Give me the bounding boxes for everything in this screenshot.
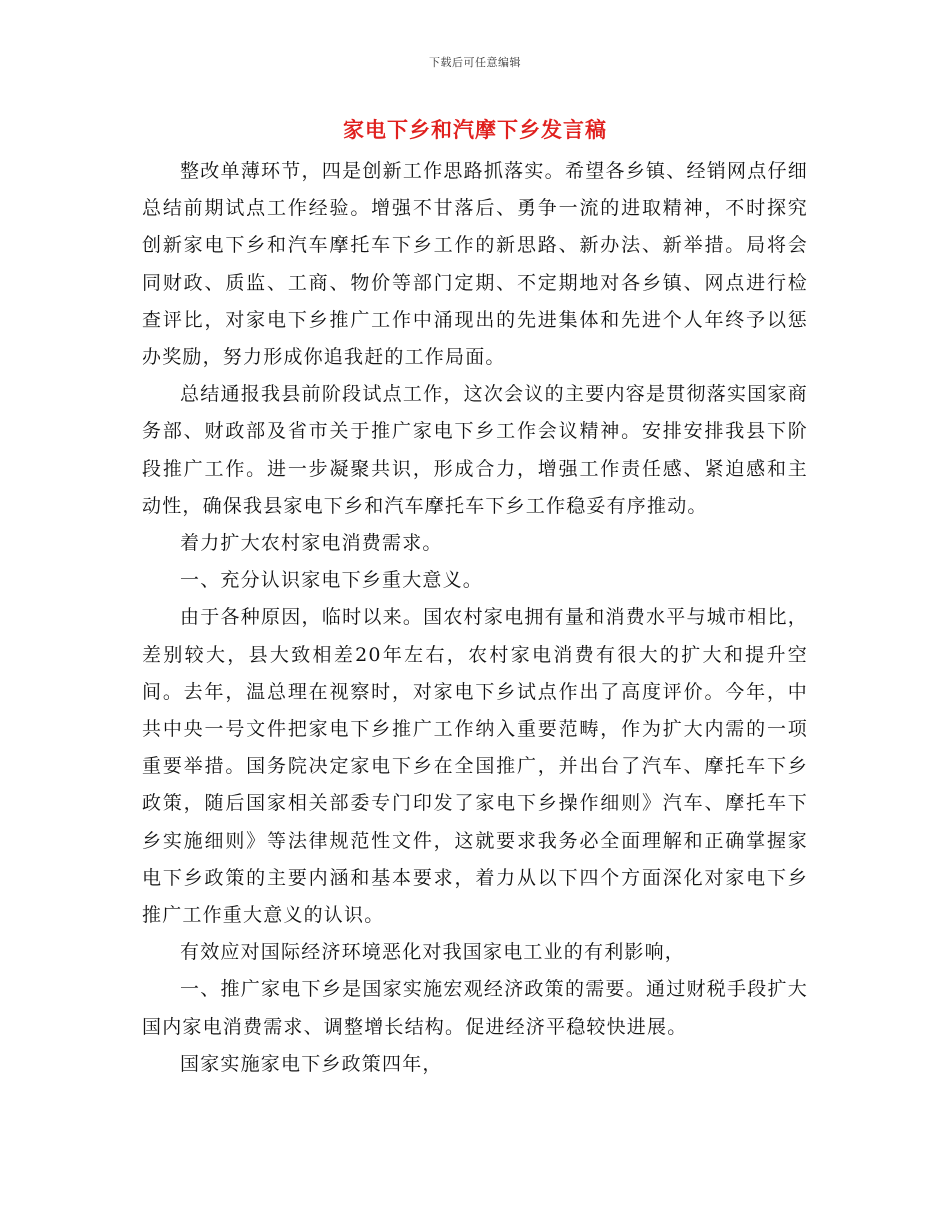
paragraph: 一、充分认识家电下乡重大意义。 xyxy=(180,569,484,592)
paragraph: 一、推广家电下乡是国家实施宏观经济政策的需要。通过财税手段扩大国内家电消费需求、调整增长结构。促进经济平稳较快进展。 xyxy=(142,978,808,1038)
document-title: 家电下乡和汽摩下乡发言稿 xyxy=(343,117,607,142)
header-note: 下载后可任意编辑 xyxy=(429,56,521,69)
paragraph: 总结通报我县前阶段试点工作，这次会议的主要内容是贯彻落实国家商务部、财政部及省市关于推广家电下乡工作会议精神。安排安排我县下阶段推广工作。进一步凝聚共识，形成合力，增强工作责任感、紧迫感和主动性，确保我县家电下乡和汽车摩托车下乡工作稳妥有序推动。 xyxy=(142,383,808,517)
paragraph: 整改单薄环节，四是创新工作思路抓落实。希望各乡镇、经销网点仔细总结前期试点工作经验。增强不甘落后、勇争一流的进取精神，不时探究创新家电下乡和汽车摩托车下乡工作的新思路、新办法、新举措。局将会同财政、质监、工商、物价等部门定期、不定期地对各乡镇、网点进行检查评比，对家电下乡推广工作中涌现出的先进集体和先进个人年终予以惩办奖励，努力形成你追我赶的工作局面。 xyxy=(142,160,808,369)
paragraph: 有效应对国际经济环境恶化对我国家电工业的有利影响， xyxy=(180,941,686,964)
paragraph: 由于各种原因，临时以来。国农村家电拥有量和消费水平与城市相比，差别较大，县大致相差20年左右，农村家电消费有很大的扩大和提升空间。去年，温总理在视察时，对家电下乡试点作出了高度评价。今年，中共中央一号文件把家电下乡推广工作纳入重要范畴，作为扩大内需的一项重要举措。国务院决定家电下乡在全国推广，并出台了汽车、摩托车下乡政策，随后国家相关部委专门印发了家电下乡操作细则》汽车、摩托车下乡实施细则》等法律规范性文件，这就要求我务必全面理解和正确掌握家电下乡政策的主要内涵和基本要求，着力从以下四个方面深化对家电下乡推广工作重大意义的认识。 xyxy=(142,606,808,927)
paragraph: 着力扩大农村家电消费需求。 xyxy=(180,532,443,555)
paragraph: 国家实施家电下乡政策四年， xyxy=(180,1052,443,1075)
document-body xyxy=(142,153,808,1083)
